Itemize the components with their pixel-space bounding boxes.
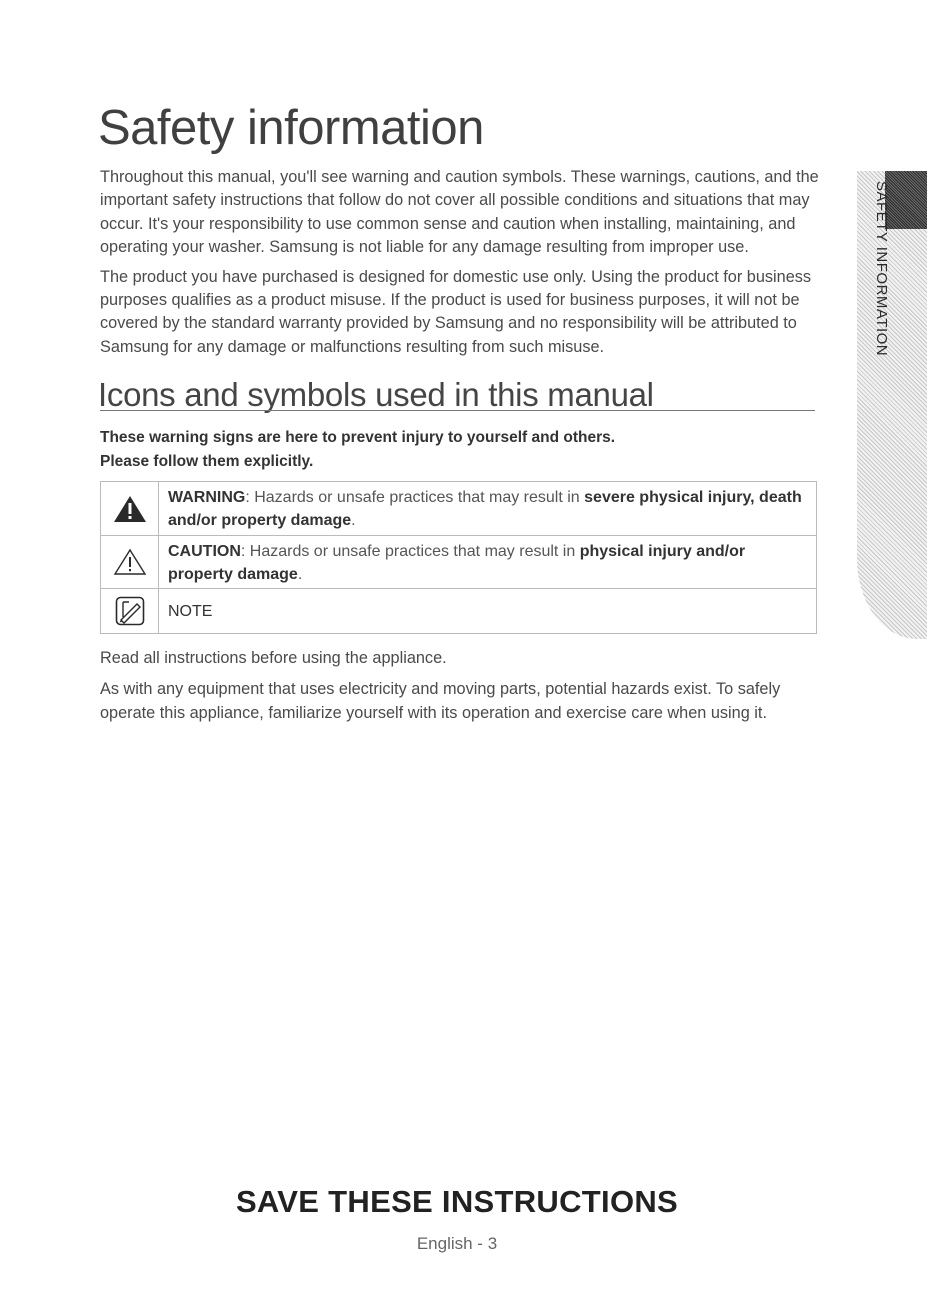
lead-line: Please follow them explicitly. <box>100 453 314 470</box>
symbol-description <box>159 589 816 633</box>
symbols-table <box>100 481 817 634</box>
side-section-tab <box>857 171 927 639</box>
note-pencil-icon <box>101 589 159 633</box>
symbol-row-caution <box>101 535 816 588</box>
intro-paragraph: Throughout this manual, you'll see warning and caution symbols. These warnings, cautions, and the important safety instructions that follow do not cover all possible conditions and situations that may occur. It's your responsibility to use common sense and caution when installing, maintaining, and operating your washer. Samsung is not liable for any damage resulting from improper use. <box>100 168 819 257</box>
symbol-emphasis: physical injury and/or property damage <box>168 543 746 583</box>
lead-line: These warning signs are here to prevent injury to yourself and others. <box>100 429 616 446</box>
symbol-emphasis: severe physical injury, death and/or property damage <box>168 489 802 529</box>
symbol-label: CAUTION <box>168 543 241 560</box>
closing-paragraph: As with any equipment that uses electricity and moving parts, potential hazards exist. To safely operate this appliance, familiarize yourself with its operation and exercise care when using it. <box>100 680 781 722</box>
closing-text <box>100 647 820 733</box>
intro-paragraph: The product you have purchased is designed for domestic use only. Using the product for business purposes qualifies as a product misuse. If the product is used for business purposes, it will not be covered by the standard warranty provided by Samsung and no responsibility will be attributed to Samsung for any damage or malfunctions resulting from such misuse. <box>100 267 812 356</box>
symbol-text: : Hazards or unsafe practices that may result in <box>240 543 580 560</box>
page-title: Safety information <box>98 101 484 155</box>
closing-paragraph: Read all instructions before using the appliance. <box>100 649 447 667</box>
side-tab-marker <box>885 171 927 229</box>
symbol-row-warning <box>101 482 816 535</box>
section-title: Icons and symbols used in this manual <box>98 376 654 413</box>
page-footer: English - 3 <box>416 1234 498 1253</box>
warning-filled-triangle-icon <box>101 482 159 535</box>
symbol-description <box>159 536 816 588</box>
save-instructions-heading: SAVE THESE INSTRUCTIONS <box>235 1184 679 1219</box>
symbol-tail: . <box>297 566 303 583</box>
symbol-text: : Hazards or unsafe practices that may result in <box>245 489 585 506</box>
symbol-tail: . <box>351 512 356 529</box>
caution-outline-triangle-icon <box>101 536 159 588</box>
section-lead <box>100 426 820 474</box>
symbol-label: NOTE <box>168 602 213 620</box>
intro-text <box>100 166 820 365</box>
side-tab-label: SAFETY INFORMATION <box>873 181 890 357</box>
symbol-label: WARNING <box>168 489 246 506</box>
symbol-description <box>159 482 816 535</box>
symbol-row-note <box>101 588 816 633</box>
section-divider <box>100 410 815 411</box>
